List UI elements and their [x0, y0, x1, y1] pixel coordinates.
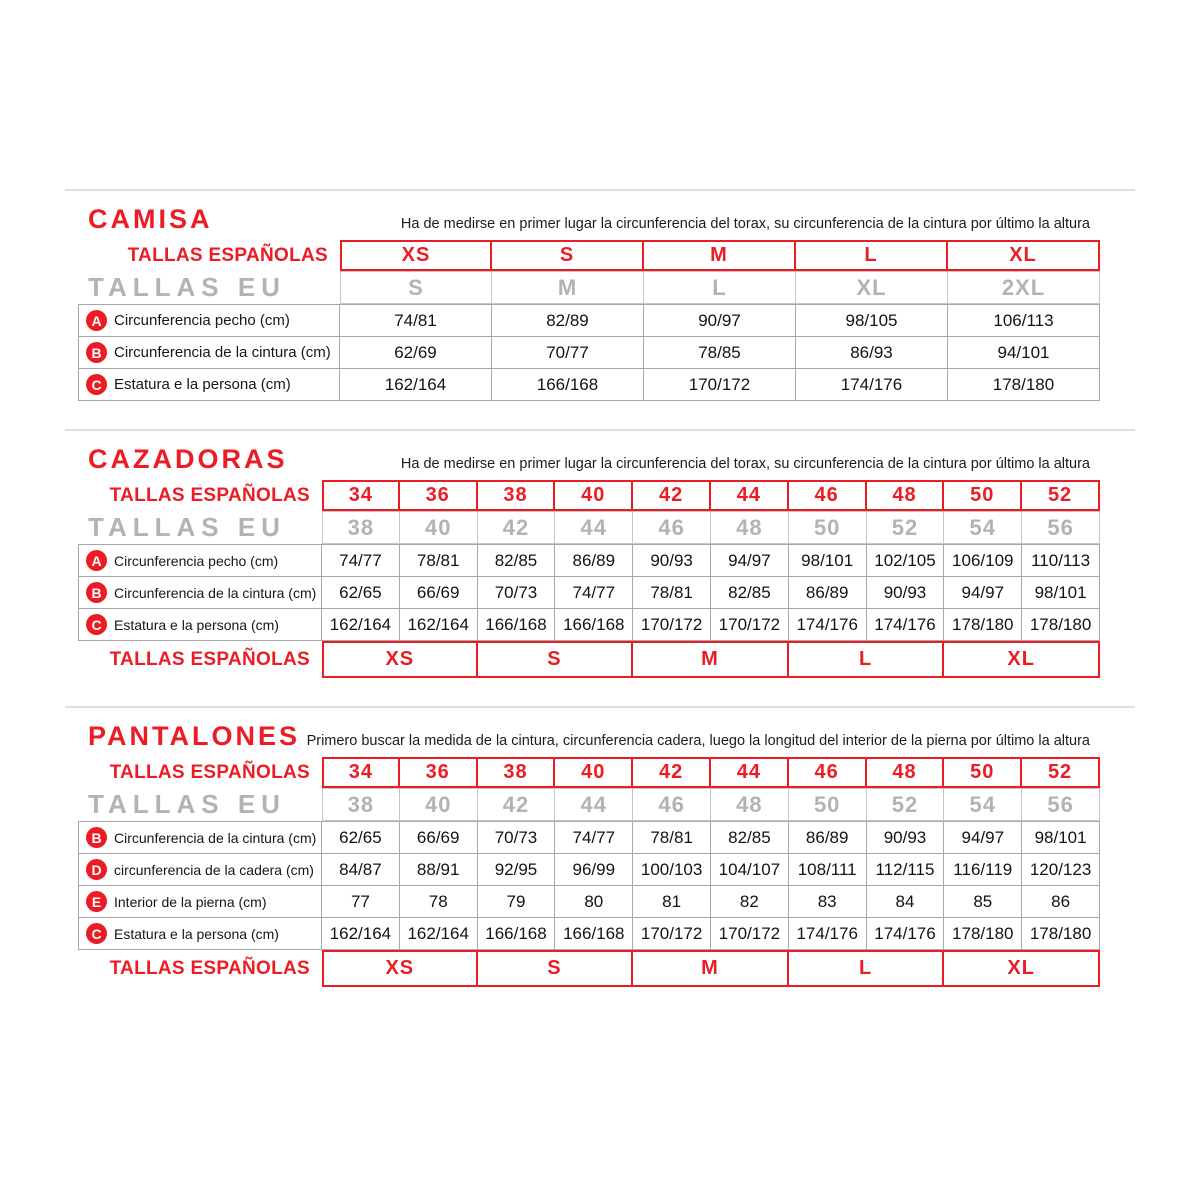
size-value-cell: 98/105	[795, 304, 948, 337]
size-value-cell: 74/77	[321, 544, 400, 577]
size-header-cell: M	[631, 950, 789, 987]
row-label-text: Estatura e la persona (cm)	[114, 376, 291, 393]
row-label-text: Circunferencia de la cintura (cm)	[114, 344, 331, 361]
size-header-cell: 42	[477, 511, 556, 544]
table-row-red	[78, 240, 1100, 271]
size-header-cell: 34	[322, 757, 400, 788]
size-value-cell: 70/73	[477, 576, 556, 609]
table-row-d	[78, 853, 1100, 886]
section-camisa	[65, 189, 1135, 401]
table-row-red-bottom	[78, 950, 1100, 987]
size-value-cell: 110/113	[1021, 544, 1100, 577]
size-header-cell: 52	[1020, 480, 1100, 511]
size-value-cell: 84/87	[321, 853, 400, 886]
size-value-cell: 86/93	[795, 336, 948, 369]
size-header-cell: 44	[554, 511, 633, 544]
measure-badge-b: B	[86, 342, 107, 363]
size-value-cell: 106/109	[943, 544, 1022, 577]
size-value-cell: 78	[399, 885, 478, 918]
size-value-cell: 174/176	[866, 917, 945, 950]
size-header-cell: 52	[1020, 757, 1100, 788]
table-row-eu	[78, 271, 1100, 304]
size-value-cell: 100/103	[632, 853, 711, 886]
measure-badge-a: A	[86, 310, 107, 331]
size-value-cell: 178/180	[1021, 608, 1100, 641]
size-value-cell: 70/73	[477, 821, 556, 854]
size-value-cell: 104/107	[710, 853, 789, 886]
size-header-cell: 38	[322, 511, 400, 544]
size-header-cell: 42	[477, 788, 556, 821]
table-row-eu	[78, 788, 1100, 821]
size-header-cell: 44	[709, 757, 789, 788]
row-label	[78, 336, 340, 369]
size-value-cell: 170/172	[632, 608, 711, 641]
size-header-cell: 38	[476, 757, 556, 788]
size-header-cell: XL	[942, 950, 1100, 987]
size-value-cell: 174/176	[788, 917, 867, 950]
size-value-cell: 170/172	[710, 608, 789, 641]
size-value-cell: 162/164	[399, 608, 478, 641]
size-header-cell: S	[340, 271, 492, 304]
row-label-text: Estatura e la persona (cm)	[114, 616, 279, 633]
row-label-text: Circunferencia pecho (cm)	[114, 312, 290, 329]
size-value-cell: 88/91	[399, 853, 478, 886]
size-header-cell: 48	[865, 757, 945, 788]
size-value-cell: 74/81	[339, 304, 492, 337]
measure-instructions: Ha de medirse en primer lugar la circunferencia del torax, su circunferencia de la cintura por último la altura	[400, 456, 1090, 473]
size-header-cell: 36	[398, 480, 478, 511]
cazadoras-size-table	[78, 480, 1100, 678]
size-value-cell: 178/180	[943, 917, 1022, 950]
size-header-cell: 50	[942, 757, 1022, 788]
row-label: TALLAS EU	[88, 512, 286, 542]
row-label: TALLAS ESPAÑOLAS	[127, 244, 328, 266]
size-value-cell: 90/93	[866, 821, 945, 854]
size-header-cell: 34	[322, 480, 400, 511]
size-value-cell: 78/81	[399, 544, 478, 577]
size-value-cell: 86/89	[788, 576, 867, 609]
size-value-cell: 62/69	[339, 336, 492, 369]
measure-badge-d: D	[86, 859, 107, 880]
size-value-cell: 162/164	[321, 608, 400, 641]
section-pantalones	[65, 706, 1135, 987]
size-header-cell: 52	[866, 788, 945, 821]
size-header-cell: L	[643, 271, 796, 304]
section-header	[65, 191, 1135, 240]
size-header-cell: 48	[710, 788, 789, 821]
row-label	[78, 368, 340, 401]
size-value-cell: 162/164	[399, 917, 478, 950]
table-row-a	[78, 544, 1100, 577]
size-value-cell: 92/95	[477, 853, 556, 886]
section-title: CAZADORAS	[88, 444, 288, 474]
size-header-cell: 46	[787, 480, 867, 511]
size-value-cell: 178/180	[943, 608, 1022, 641]
size-guide-content	[65, 189, 1135, 1015]
size-header-cell: M	[491, 271, 644, 304]
size-value-cell: 82/85	[710, 821, 789, 854]
row-label	[78, 853, 322, 886]
size-value-cell: 82	[710, 885, 789, 918]
size-value-cell: 66/69	[399, 821, 478, 854]
row-label	[78, 544, 322, 577]
section-header	[65, 708, 1135, 757]
size-value-cell: 90/97	[643, 304, 796, 337]
size-header-cell: 42	[631, 480, 711, 511]
size-value-cell: 96/99	[554, 853, 633, 886]
size-value-cell: 84	[866, 885, 945, 918]
size-header-cell: 54	[943, 511, 1022, 544]
size-value-cell: 90/93	[632, 544, 711, 577]
size-value-cell: 178/180	[947, 368, 1100, 401]
row-label: TALLAS EU	[88, 789, 286, 819]
measure-badge-c: C	[86, 614, 107, 635]
size-value-cell: 174/176	[795, 368, 948, 401]
size-header-cell: 56	[1021, 788, 1100, 821]
size-header-cell: 50	[788, 511, 867, 544]
size-header-cell: 42	[631, 757, 711, 788]
size-header-cell: XS	[322, 641, 478, 678]
row-label	[78, 304, 340, 337]
row-label	[78, 576, 322, 609]
measure-badge-a: A	[86, 550, 107, 571]
size-value-cell: 170/172	[643, 368, 796, 401]
size-header-cell: L	[794, 240, 948, 271]
size-header-cell: XS	[322, 950, 478, 987]
camisa-size-table	[78, 240, 1100, 401]
size-header-cell: 46	[632, 788, 711, 821]
section-header	[65, 431, 1135, 480]
row-label: TALLAS ESPAÑOLAS	[109, 648, 310, 670]
size-header-cell: 40	[399, 788, 478, 821]
size-header-cell: 50	[788, 788, 867, 821]
size-value-cell: 78/81	[632, 576, 711, 609]
size-value-cell: 166/168	[554, 608, 633, 641]
measure-instructions: Ha de medirse en primer lugar la circunferencia del torax, su circunferencia de la cintura por último la altura	[400, 216, 1090, 233]
size-header-cell: L	[787, 950, 945, 987]
size-value-cell: 170/172	[632, 917, 711, 950]
size-header-cell: 46	[787, 757, 867, 788]
size-header-cell: 44	[554, 788, 633, 821]
measure-instructions: Primero buscar la medida de la cintura, circunferencia cadera, luego la longitud del interior de la pierna por último la altura	[306, 733, 1090, 750]
size-value-cell: 94/97	[943, 821, 1022, 854]
size-value-cell: 174/176	[866, 608, 945, 641]
row-label-text: circunferencia de la cadera (cm)	[114, 861, 314, 878]
size-header-cell: 40	[553, 757, 633, 788]
size-header-cell: XL	[795, 271, 948, 304]
table-row-red	[78, 757, 1100, 788]
size-value-cell: 98/101	[1021, 576, 1100, 609]
table-row-b	[78, 576, 1100, 609]
size-value-cell: 94/97	[710, 544, 789, 577]
section-title: CAMISA	[88, 204, 213, 234]
size-value-cell: 77	[321, 885, 400, 918]
size-value-cell: 102/105	[866, 544, 945, 577]
size-value-cell: 85	[943, 885, 1022, 918]
measure-badge-c: C	[86, 923, 107, 944]
size-value-cell: 86/89	[554, 544, 633, 577]
table-row-c	[78, 917, 1100, 950]
row-label	[78, 885, 322, 918]
row-label	[78, 608, 322, 641]
section-title: PANTALONES	[88, 721, 300, 751]
size-value-cell: 82/85	[477, 544, 556, 577]
table-row-a	[78, 304, 1100, 337]
size-value-cell: 98/101	[1021, 821, 1100, 854]
size-header-cell: S	[476, 641, 634, 678]
size-value-cell: 166/168	[554, 917, 633, 950]
size-value-cell: 81	[632, 885, 711, 918]
size-value-cell: 170/172	[710, 917, 789, 950]
size-value-cell: 94/97	[943, 576, 1022, 609]
size-value-cell: 162/164	[321, 917, 400, 950]
section-cazadoras	[65, 429, 1135, 678]
row-label-text: Interior de la pierna (cm)	[114, 893, 267, 910]
size-value-cell: 178/180	[1021, 917, 1100, 950]
size-value-cell: 80	[554, 885, 633, 918]
table-row-eu	[78, 511, 1100, 544]
size-header-cell: 40	[553, 480, 633, 511]
size-header-cell: 52	[866, 511, 945, 544]
size-value-cell: 62/65	[321, 576, 400, 609]
size-header-cell: M	[642, 240, 796, 271]
size-header-cell: S	[476, 950, 634, 987]
size-value-cell: 162/164	[339, 368, 492, 401]
size-value-cell: 116/119	[943, 853, 1022, 886]
size-header-cell: XS	[340, 240, 492, 271]
table-row-red	[78, 480, 1100, 511]
row-label	[78, 821, 322, 854]
size-value-cell: 74/77	[554, 576, 633, 609]
size-value-cell: 166/168	[477, 917, 556, 950]
row-label-text: Circunferencia de la cintura (cm)	[114, 829, 317, 846]
size-value-cell: 83	[788, 885, 867, 918]
row-label-text: Circunferencia pecho (cm)	[114, 552, 279, 569]
size-header-cell: 40	[399, 511, 478, 544]
row-label	[78, 917, 322, 950]
table-row-b	[78, 336, 1100, 369]
size-value-cell: 166/168	[477, 608, 556, 641]
pantalones-size-table	[78, 757, 1100, 987]
size-value-cell: 70/77	[491, 336, 644, 369]
size-value-cell: 66/69	[399, 576, 478, 609]
size-value-cell: 174/176	[788, 608, 867, 641]
row-label: TALLAS ESPAÑOLAS	[109, 484, 310, 506]
table-row-c	[78, 608, 1100, 641]
size-value-cell: 112/115	[866, 853, 945, 886]
size-value-cell: 90/93	[866, 576, 945, 609]
size-value-cell: 78/85	[643, 336, 796, 369]
table-row-c	[78, 368, 1100, 401]
measure-badge-c: C	[86, 374, 107, 395]
size-value-cell: 120/123	[1021, 853, 1100, 886]
size-header-cell: 48	[710, 511, 789, 544]
size-header-cell: 46	[632, 511, 711, 544]
measure-badge-e: E	[86, 891, 107, 912]
size-header-cell: M	[631, 641, 789, 678]
row-label-text: Estatura e la persona (cm)	[114, 925, 279, 942]
size-header-cell: 50	[942, 480, 1022, 511]
size-value-cell: 62/65	[321, 821, 400, 854]
table-row-b	[78, 821, 1100, 854]
size-header-cell: 44	[709, 480, 789, 511]
row-label-text: Circunferencia de la cintura (cm)	[114, 584, 317, 601]
size-header-cell: XL	[942, 641, 1100, 678]
size-header-cell: 38	[476, 480, 556, 511]
size-value-cell: 94/101	[947, 336, 1100, 369]
size-value-cell: 106/113	[947, 304, 1100, 337]
size-header-cell: 38	[322, 788, 400, 821]
row-label: TALLAS EU	[88, 272, 286, 302]
size-value-cell: 79	[477, 885, 556, 918]
row-label: TALLAS ESPAÑOLAS	[109, 957, 310, 979]
size-value-cell: 82/85	[710, 576, 789, 609]
size-header-cell: L	[787, 641, 945, 678]
size-value-cell: 108/111	[788, 853, 867, 886]
size-header-cell: 54	[943, 788, 1022, 821]
size-header-cell: 48	[865, 480, 945, 511]
size-value-cell: 98/101	[788, 544, 867, 577]
table-row-e	[78, 885, 1100, 918]
size-value-cell: 86/89	[788, 821, 867, 854]
size-value-cell: 74/77	[554, 821, 633, 854]
size-value-cell: 86	[1021, 885, 1100, 918]
table-row-red-bottom	[78, 641, 1100, 678]
size-value-cell: 166/168	[491, 368, 644, 401]
size-header-cell: 56	[1021, 511, 1100, 544]
size-value-cell: 82/89	[491, 304, 644, 337]
measure-badge-b: B	[86, 827, 107, 848]
row-label: TALLAS ESPAÑOLAS	[109, 761, 310, 783]
size-header-cell: 36	[398, 757, 478, 788]
size-header-cell: S	[490, 240, 644, 271]
measure-badge-b: B	[86, 582, 107, 603]
size-header-cell: 2XL	[947, 271, 1100, 304]
size-value-cell: 78/81	[632, 821, 711, 854]
size-header-cell: XL	[946, 240, 1100, 271]
